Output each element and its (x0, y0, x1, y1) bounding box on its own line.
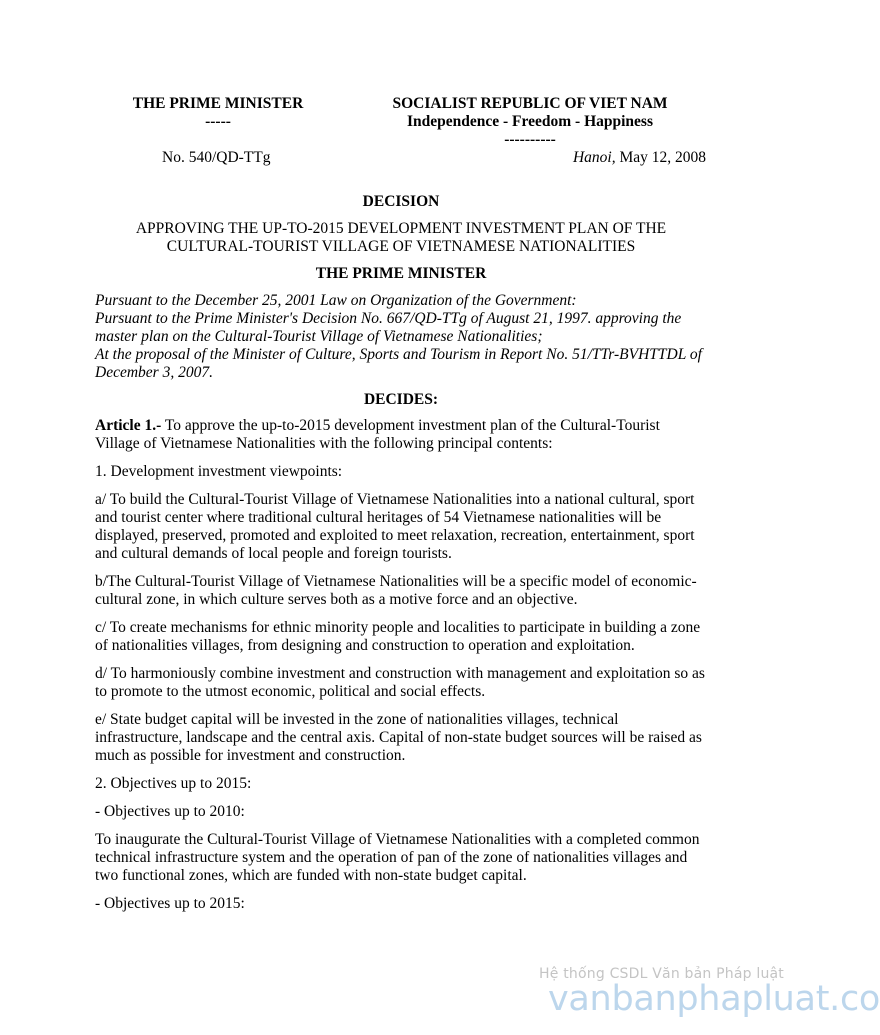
national-title-block (375, 95, 685, 149)
watermark-caption: Hệ thống CSDL Văn bản Pháp luật (539, 966, 784, 982)
paragraph: - Objectives up to 2010: (95, 803, 245, 820)
paragraph: 1. Development investment viewpoints: (95, 463, 343, 480)
paragraph: b/The Cultural-Tourist Village of Vietnamese Nationalities will be a specific model of economic-cultural zone, in which culture serves both as a motive force and an objective. (95, 573, 697, 608)
decision-title: DECISION (362, 193, 440, 210)
decision-subtitle (95, 220, 707, 256)
paragraph: - Objectives up to 2015: (95, 895, 245, 912)
paragraph: a/ To build the Cultural-Tourist Village of Vietnamese Nationalities into a national cultural, sport and tourist center where traditional cultural heritages of 54 Vietnamese nationalities will be displayed, preserved, promoted and exploited to meet relaxation, recreation, entertainment, sport and cultural demands of local people and foreign tourists. (95, 491, 695, 562)
preamble (95, 292, 707, 382)
issuer-heading: THE PRIME MINISTER (315, 265, 487, 282)
paragraph: c/ To create mechanisms for ethnic minority people and localities to participate in building a zone of nationalities villages, from designing and construction to operation and exploitation. (95, 619, 701, 654)
article-label: Article 1.- (95, 417, 162, 434)
preamble-line: Pursuant to the December 25, 2001 Law on Organization of the Government: (95, 292, 577, 309)
document-body (95, 193, 707, 923)
document-header (0, 95, 800, 175)
issuer-block (118, 95, 318, 131)
national-motto: Independence - Freedom - Happiness (406, 113, 653, 130)
preamble-line: At the proposal of the Minister of Culture, Sports and Tourism in Report No. 51/TTr-BVHTTDL of December 3, 2007. (95, 346, 702, 381)
watermark-site: vanbanphapluat.co (548, 979, 880, 1019)
motto-divider: ---------- (504, 131, 556, 148)
document-date (573, 149, 706, 167)
subtitle-line: CULTURAL-TOURIST VILLAGE OF VIETNAMESE NATIONALITIES (166, 238, 636, 255)
issuer-divider: ----- (205, 113, 231, 130)
paragraph: e/ State budget capital will be invested in the zone of nationalities villages, technical infrastructure, landscape and the central axis. Capital of non-state budget sources will be raised as much as possible for investment and construction. (95, 711, 702, 764)
country-title: SOCIALIST REPUBLIC OF VIET NAM (392, 95, 668, 112)
issuer-title: THE PRIME MINISTER (132, 95, 304, 112)
paragraph: 2. Objectives up to 2015: (95, 775, 252, 792)
document-number: No. 540/QD-TTg (162, 149, 271, 166)
subtitle-line: APPROVING THE UP-TO-2015 DEVELOPMENT INVESTMENT PLAN OF THE (135, 220, 667, 237)
paragraph: d/ To harmoniously combine investment and construction with management and exploitation so as to promote to the utmost economic, political and social effects. (95, 665, 705, 700)
paragraph: To inaugurate the Cultural-Tourist Village of Vietnamese Nationalities with a completed common technical infrastructure system and the operation of pan of the zone of nationalities villages and two functional zones, which are funded with non-state budget capital. (95, 831, 700, 884)
article-text: To approve the up-to-2015 development investment plan of the Cultural-Tourist Village of Vietnamese Nationalities with the following principal contents: (95, 417, 660, 452)
article-1 (95, 417, 707, 453)
preamble-line: Pursuant to the Prime Minister's Decision No. 667/QD-TTg of August 21, 1997. approving the master plan on the Cultural-Tourist Village of Vietnamese Nationalities; (95, 310, 682, 345)
decides-heading: DECIDES: (363, 391, 439, 408)
date-place: Hanoi, (572, 149, 616, 166)
date-value: May 12, 2008 (615, 149, 706, 166)
